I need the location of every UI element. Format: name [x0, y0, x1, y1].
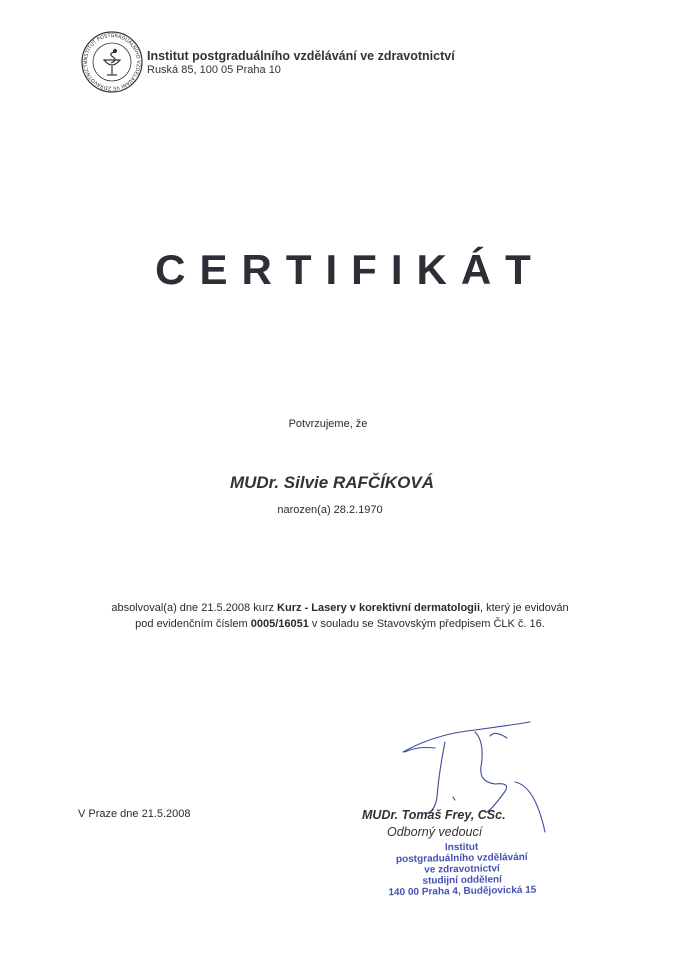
stamp-line: 140 00 Praha 4, Budějovická 15	[388, 884, 537, 899]
certificate-title: CERTIFIKÁT	[155, 246, 545, 293]
body-part2: , který je evidován	[480, 602, 569, 614]
stamp-line: Institut	[444, 841, 479, 854]
place-date: V Praze dne 21.5.2008	[78, 808, 191, 820]
signatory-role: Odborný vedoucí	[387, 825, 483, 839]
body-part4: v souladu se Stavovským předpisem ČLK č. 16.	[308, 618, 545, 630]
signatory-name: MUDr. Tomáš Frey, CSc.	[362, 808, 506, 822]
registration-number: 0005/16051	[250, 618, 309, 630]
birth-line: narozen(a) 28.2.1970	[277, 504, 383, 516]
seal-ring-text: INSTITUT POSTGRADUÁLNÍHO VZDĚLÁVÁNÍ VE ZDRAVOTNICTV	[82, 32, 142, 92]
body-part1: absolvoval(a) dne 21.5.2008 kurz	[111, 602, 278, 614]
stamp-line: studijní oddělení	[422, 874, 503, 887]
stamp-line: postgraduálního vzdělávání	[395, 851, 528, 866]
course-completion-text	[40, 600, 640, 632]
institution-name: Institut postgraduálního vzdělávání ve zdravotnictví	[147, 49, 455, 63]
institution-seal	[80, 30, 144, 94]
institution-address: Ruská 85, 100 05 Praha 10	[147, 64, 281, 76]
stamp-line: ve zdravotnictví	[424, 863, 500, 876]
recipient-name: MUDr. Silvie RAFČÍKOVÁ	[229, 473, 435, 492]
confirm-text: Potvrzujeme, že	[288, 418, 368, 430]
institution-stamp	[372, 840, 553, 898]
body-part3: pod evidenčním číslem	[135, 618, 251, 630]
hygieia-bowl-icon	[104, 50, 120, 76]
course-name: Kurz - Lasery v korektivní dermatologii	[277, 602, 480, 614]
